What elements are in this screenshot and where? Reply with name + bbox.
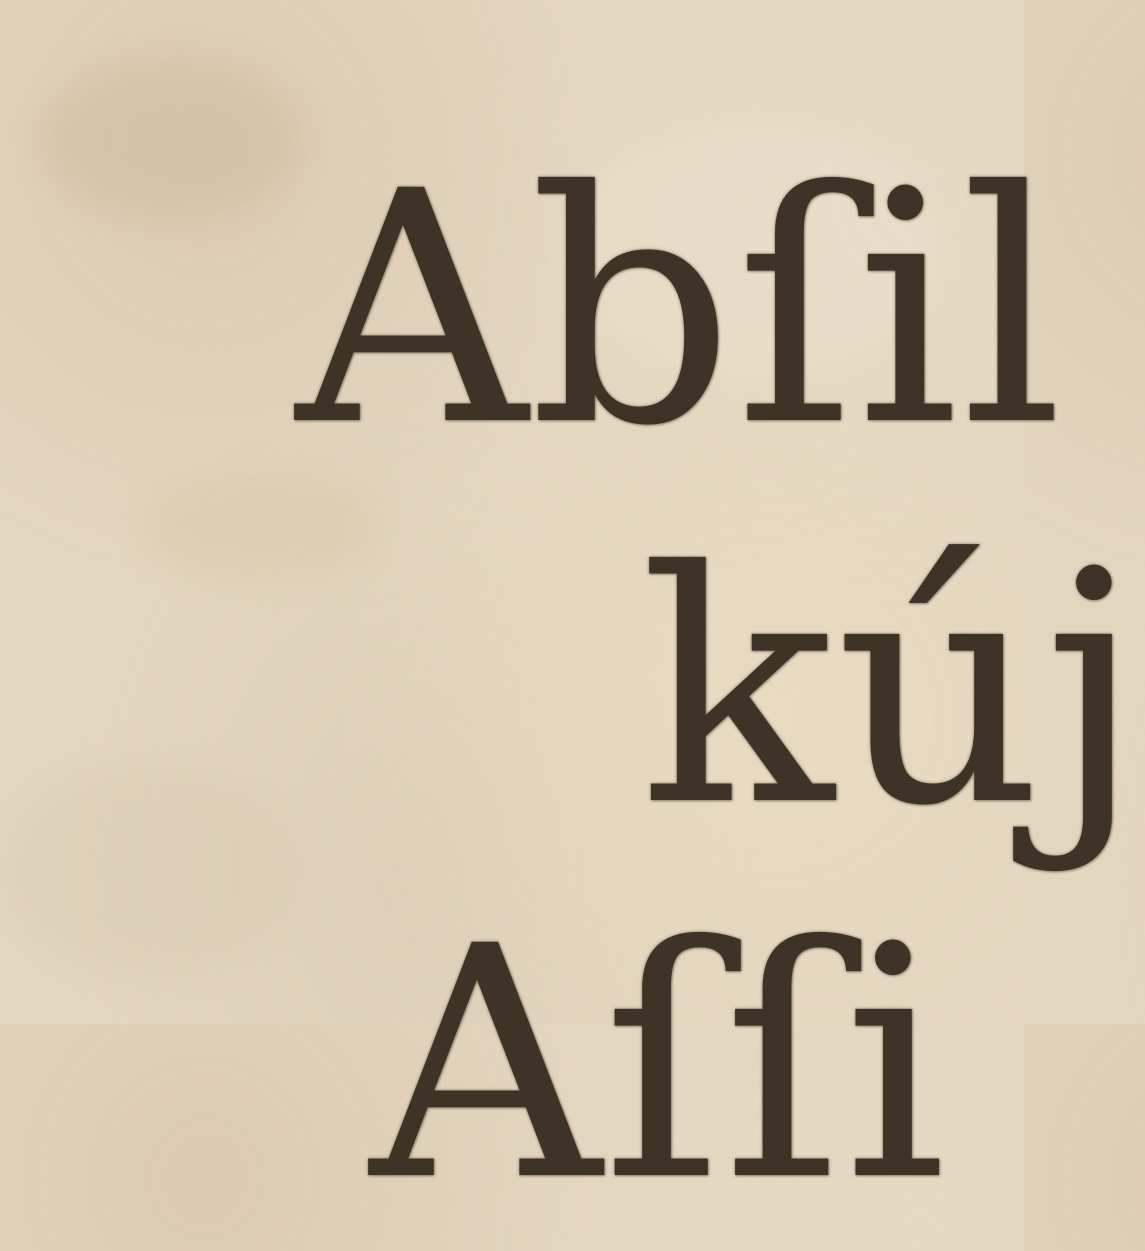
paper-stain: [0, 760, 300, 980]
paper-stain: [40, 60, 300, 220]
text-line-1: Abſil: [296, 124, 1066, 496]
text-line-2: kúj: [640, 504, 1145, 876]
text-line-3: Aſſi: [370, 879, 949, 1251]
